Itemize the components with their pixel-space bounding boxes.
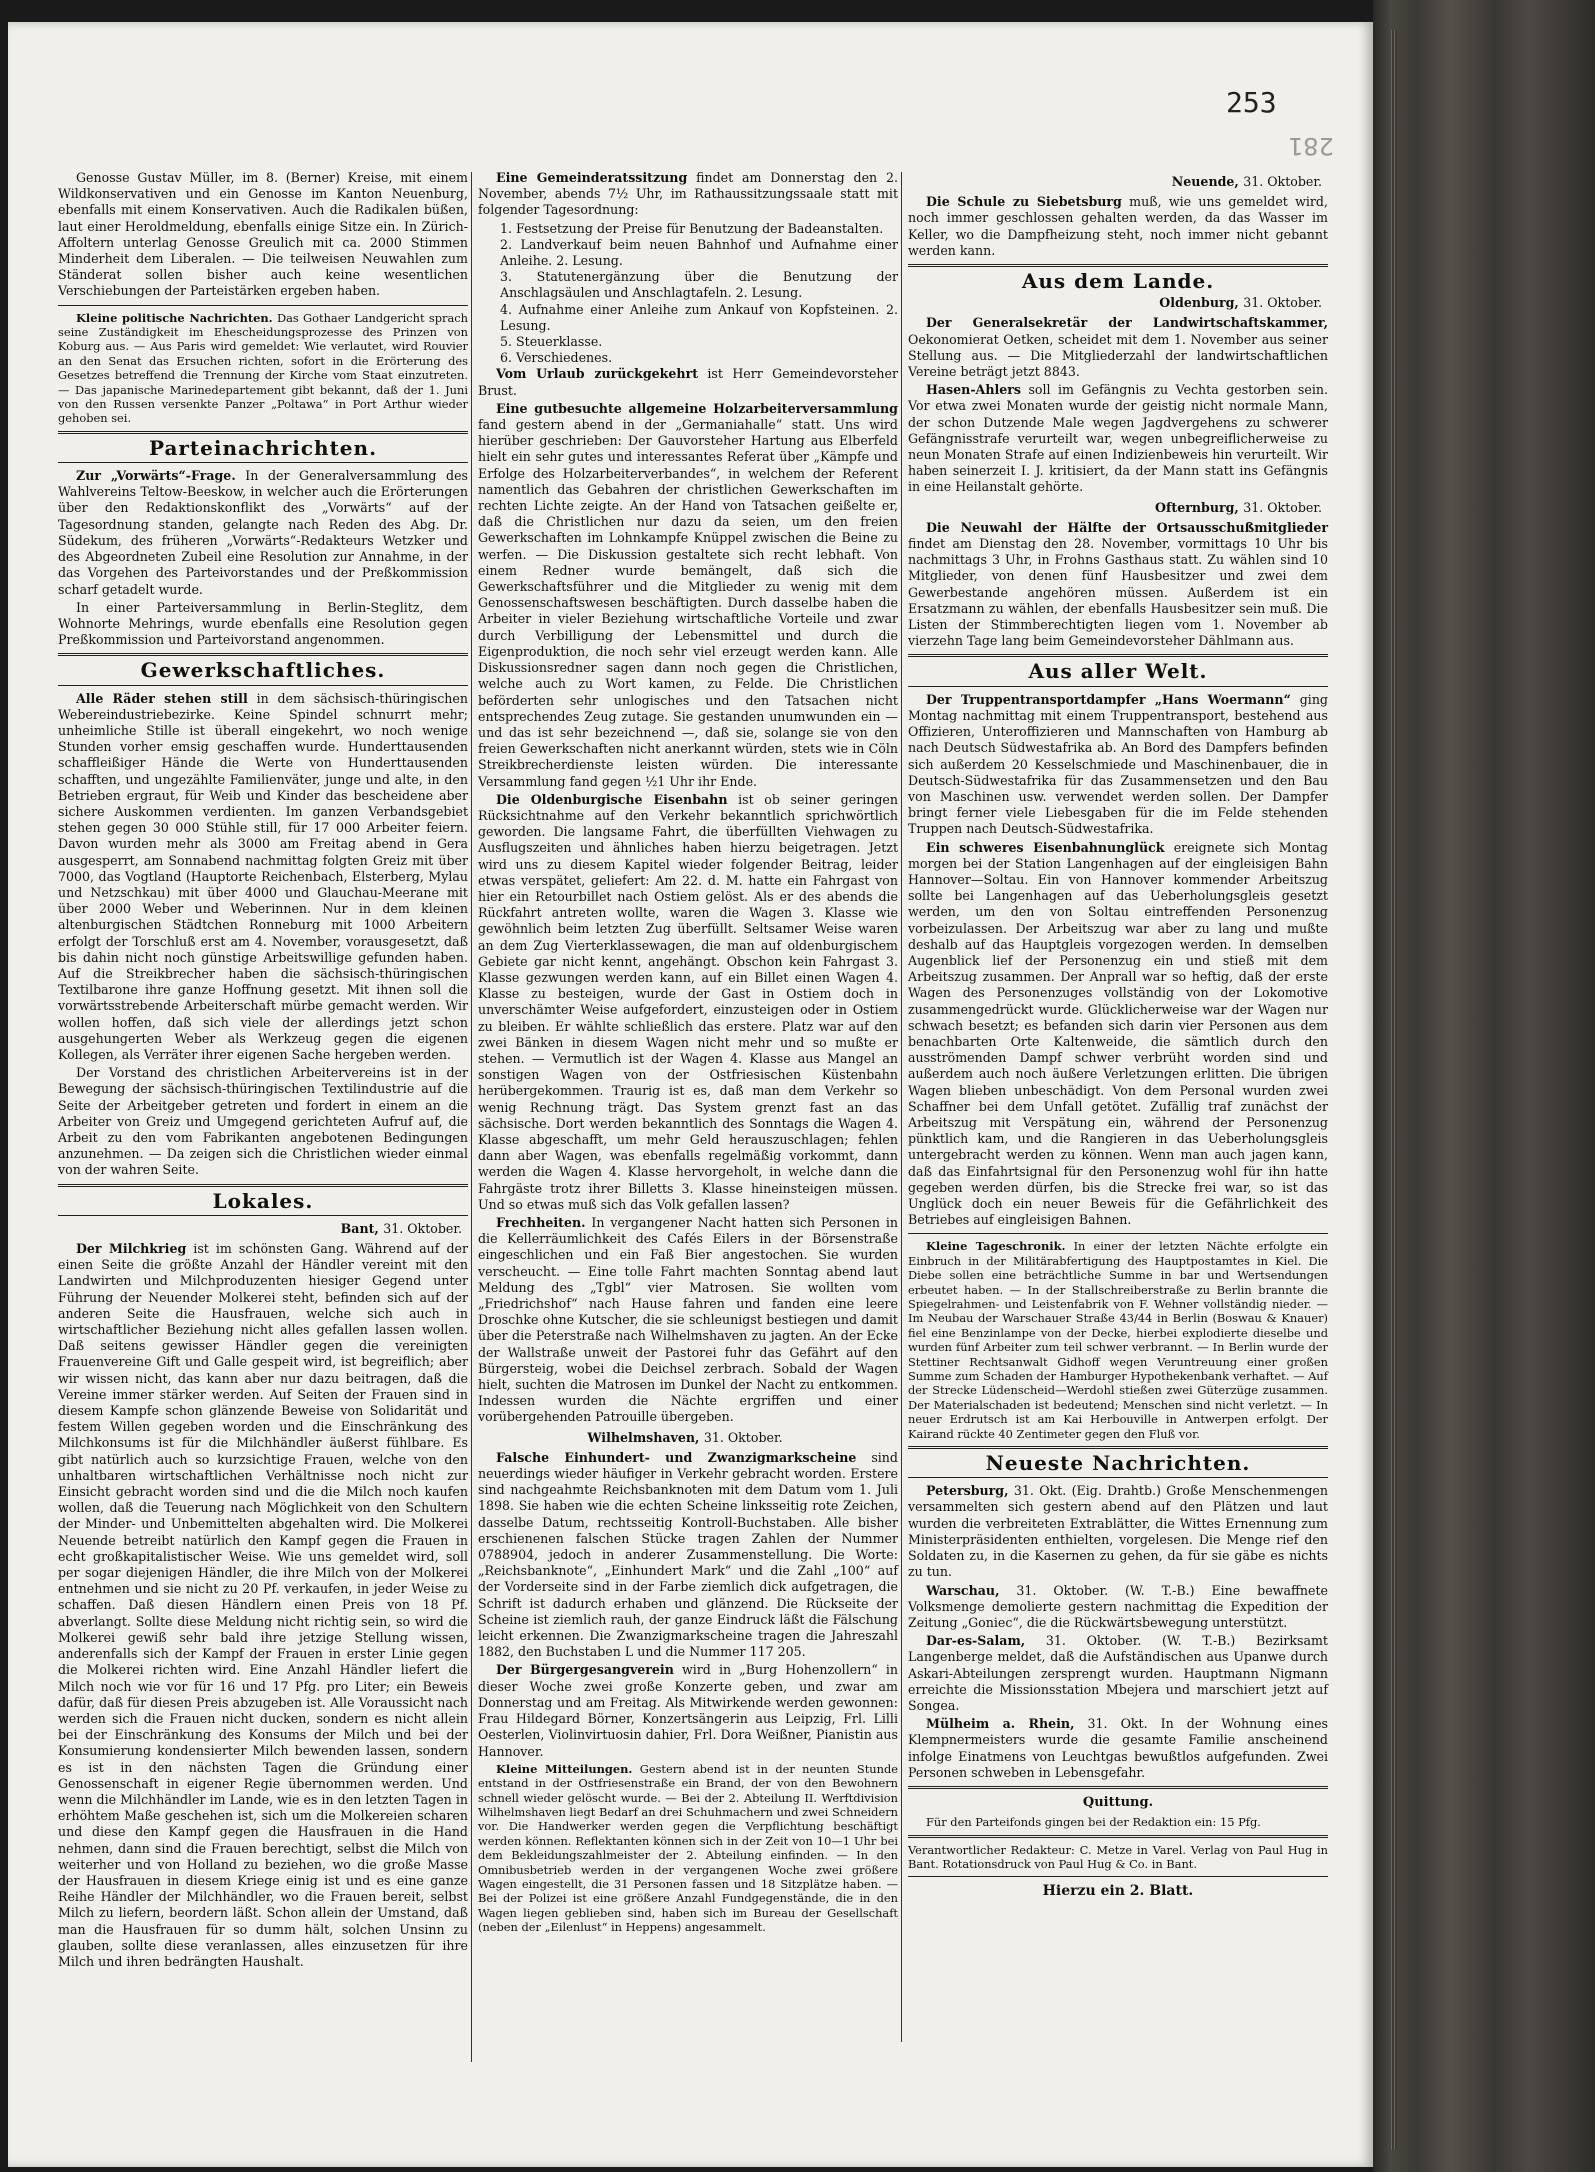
- divider: [908, 1446, 1328, 1449]
- agenda-item: 2. Landverkauf beim neuen Bahnhof und Aufnahme einer Anleihe. 2. Lesung.: [500, 236, 898, 269]
- item-lead: Eine Gemeinderatssitzung: [496, 170, 688, 185]
- item-lead: Alle Räder stehen still: [76, 690, 248, 706]
- divider: [58, 1215, 468, 1216]
- item-lead: Warschau,: [926, 1582, 1000, 1598]
- item-lead: Kleine Tageschronik.: [926, 1239, 1066, 1254]
- item-text: Gestern abend ist in der neunten Stunde entstand in der Ostfriesenstraße ein Brand, der von den Bewohnern schnell wieder gelöscht wurde. — Bei der 2. Abteilung II. Werftdivision Wilhelmshaven liegt Bedarf an drei Schuhmachern und zwei Schneidern vor. Die Handwerker werden gegen die Verpflichtung beschäftigt werden können. Reflektanten können sich in der Zeit von 10—1 Uhr bei dem Bekleidungszahlmeister der 2. Abteilung einfinden. — In den Omnibusbetrieb werden in der vergangenen Woche zwei größere Wagen eingestellt, die 31 Personen fassen und 18 Sitzplätze haben. — Bei der Polizei ist eine größere Anzahl Fundgegenstände, die in den Wagen liegen geblieben sind, haben sich im Bureau der Gesellschaft (neben der „Eilenlust“ in Heppens) angesammelt.: [478, 1761, 898, 1935]
- paragraph: [908, 520, 1328, 650]
- divider: [58, 305, 468, 306]
- dateline-place: Wilhelmshaven,: [587, 1429, 700, 1445]
- paragraph: Der Vorstand des christlichen Arbeitervereins ist in der Bewegung der sächsisch-thüringischen Textilindustrie auf die Seite der Arbeitgeber getreten und fordert in einem an die Arbeiter von Greiz und Umgegend gerichteten Aufruf auf, die Arbeit zu den vom Fabrikanten angebotenen Bedingungen anzunehmen. — Da zeigen sich die Christlichen wieder einmal von der wahren Seite.: [58, 1065, 468, 1178]
- paragraph: [478, 792, 898, 1213]
- section-heading: Aus aller Welt.: [1028, 659, 1208, 684]
- item-lead: Ein schweres Eisenbahnunglück: [926, 839, 1165, 855]
- divider: [58, 1184, 468, 1187]
- dateline: [478, 1430, 892, 1446]
- book-spine: [1373, 0, 1595, 2172]
- item-lead: Kleine Mitteilungen.: [496, 1761, 633, 1776]
- paragraph: [478, 1450, 898, 1661]
- item-lead: Die Oldenburgische Eisenbahn: [496, 791, 728, 807]
- paragraph: [478, 366, 898, 398]
- column-divider: [901, 172, 902, 2042]
- dateline: [908, 500, 1322, 516]
- section-heading: Aus dem Lande.: [1021, 269, 1215, 294]
- quittung-heading: Quittung.: [1082, 1794, 1154, 1810]
- agenda-item: 4. Aufnahme einer Anleihe zum Ankauf von Kopfsteinen. 2. Lesung.: [500, 301, 898, 333]
- item-lead: Der Generalsekretär der Landwirtschaftskammer,: [926, 315, 1328, 331]
- item-lead: Vom Urlaub zurückgekehrt: [496, 366, 699, 382]
- paragraph: [478, 401, 898, 790]
- column-divider: [471, 172, 472, 2062]
- imprint: Verantwortlicher Redakteur: C. Metze in Varel. Verlag von Paul Hug in Bant. Rotationsdruck von Paul Hug & Co. in Bant.: [908, 1842, 1328, 1871]
- paragraph: [478, 1662, 898, 1759]
- item-text: 31. Oktober. (W. T.-B.) Eine bewaffnete Volksmenge demolierte gestern nachmittag die Expedition der Zeitung „Goniec“, die die Rückwärtsbewegung unterstützt.: [908, 1582, 1328, 1630]
- item-text: findet am Donnerstag den 2. November, abends 7½ Uhr, im Rathaussitzungssaale statt mit folgender Tagesordnung:: [478, 170, 898, 218]
- divider: [58, 653, 468, 656]
- agenda-item: 1. Festsetzung der Preise für Benutzung der Badeanstalten.: [500, 220, 884, 236]
- item-lead: Der Bürgergesangverein: [496, 1662, 674, 1678]
- paragraph: [58, 468, 468, 598]
- item-text: ging Montag nachmittag mit einem Truppentransport, bestehend aus Offizieren, Unteroffizieren und Mannschaften von Hamburg ab nach Deutsch Südwestafrika ab. An Bord des Dampfers befinden sich außerdem 20 Kesselschmiede und Maschinenbauer, die in Deutsch-Südwestafrika für das Zusammensetzen und den Bau von Maschinen usw. verwendet werden sollen. Der Dampfer bringt ferner viele Liebesgaben für die im Felde stehenden Truppen nach Deutsch-Südwestafrika.: [908, 691, 1328, 837]
- paragraph: Genosse Gustav Müller, im 8. (Berner) Kreise, mit einem Wildkonservativen und ein Genosse im Kanton Neuenburg, ebenfalls mit einem Konservativen. Auch die Radikalen büßen, laut einer Heroldmeldung, ebenfalls einige Sitze ein. In Zürich-Affoltern unterlag Genosse Greulich mit ca. 2000 Stimmen Minderheit dem Liberalen. — Die teilweisen Neuwahlen zum Ständerat sollen bisher auch keine wesentlichen Verschiebungen der Parteistärken ergeben haben.: [58, 170, 468, 299]
- dateline-date: 31. Oktober.: [1243, 174, 1322, 189]
- item-lead: Der Milchkrieg: [76, 1241, 187, 1257]
- divider: [908, 686, 1328, 687]
- dateline-place: Bant,: [340, 1220, 379, 1236]
- quittung-text: Für den Parteifonds gingen bei der Redaktion ein: 15 Pfg.: [926, 1815, 1261, 1830]
- agenda-item: 5. Steuerklasse.: [500, 334, 603, 350]
- item-text: Oekonomierat Oetken, scheidet mit dem 1. November aus seiner Stellung aus. — Die Mitgliederzahl der landwirtschaftlichen Vereine beträgt jetzt 8843.: [908, 331, 1328, 380]
- item-text: soll im Gefängnis zu Vechta gestorben sein. Vor etwa zwei Monaten wurde der geistig nicht normale Mann, der schon Dutzende Male wegen Jagdvergehens zu schwerer Gefängnisstrafe verurteilt war, wegen unbegreiflicherweise zu neun Monaten Strafe auf einen Indizienbeweis hin verurteilt. Wir haben seinerzeit I. J. kritisiert, da der Mann statt ins Gefängnis in eine Heilanstalt gehörte.: [908, 382, 1328, 495]
- section-heading: Parteinachrichten.: [148, 435, 378, 460]
- newspaper-page: [8, 22, 1373, 2167]
- item-lead: Die Neuwahl der Hälfte der Ortsausschußmitglieder: [926, 519, 1328, 535]
- item-text: fand gestern abend in der „Germaniahalle“ statt. Uns wird hierüber geschrieben: Der Gauvorsteher Hartung aus Elberfeld hielt ein sehr gutes und interessantes Referat über „Kämpfe und Erfolge des Holzarbeiterverbandes“, in welchem der Referent namentlich das Gebahren der christlichen Gewerkschaften im rechten Lichte zeigte. An der Hand von Tatsachen geißelte er, daß die Christlichen nur dazu da seien, um den freien Gewerkschaften im Lohnkampfe Knüppel zwischen die Beine zu werfen. — Die Diskussion gestaltete sich recht lebhaft. Von einem Redner wurde bemängelt, daß sich die Gewerkschaftsführer und die Mitglieder zu wenig mit dem Genossenschaftswesen beschäftigten. Durch dasselbe haben die Arbeiter in vieler Beziehung wirtschaftliche Vorteile und zwar durch Verbilligung der Lebensmittel und durch die Eigenproduktion, die noch sehr viel erzeugt werden kann. Alle Diskussionsredner sagen dann noch gegen die Christlichen, welche auch zu Wort kamen, zu Felde. Die Christlichen beförderten sehr unlogisches und den Tatsachen nicht entsprechendes Zeug zutage. Sie gestanden unumwunden ein — und das ist sehr bezeichnend —, daß sie, solange sie von den freien Gewerkschaften nicht anerkannt würden, stets wie in Cöln Streikbrecherdienste leisten würden. Die interessante Versammlung fand gegen ½1 Uhr ihr Ende.: [478, 417, 898, 789]
- divider: [58, 431, 468, 434]
- agenda-list: [478, 221, 898, 367]
- item-lead: Frechheiten.: [496, 1215, 586, 1230]
- divider: [908, 1786, 1328, 1789]
- item-text: in dem sächsisch-thüringischen Webereindustriebezirke. Keine Spindel schnurrt mehr; unheimliche Stille ist überall eingekehrt, wo noch wenige Stunden vorher emsig geschaffen wurde. Hunderttausenden schaffleißiger Hände die Werte von Hunderttausenden schafften, und ungezählte Familienväter, junge und alte, in den Betrieben ergraut, für Weib und Kinder das bescheidene aber sichere Auskommen verdienten. Im ganzen Verbandsgebiet stehen gegen 30 000 Stühle still, für 17 000 Arbeiter feiern. Davon wurden mehr als 3000 am Freitag abend in Gera ausgesperrt, am Sonnabend nachmittag folgten Greiz mit über 7000, das Vogtland (Hauptorte Reichenbach, Elsterberg, Mylau und Netzschkau) mit über 4000 und Glauchau-Meerane mit über 2000 Weber und Weberinnen. Nur in dem kleinen altenburgischen Städtchen Ronneburg mit 1000 Arbeitern erfolgt der Torschluß erst am 4. November, vorausgesetzt, daß bis dahin nicht noch günstige Arbeitswillige gefunden haben. Auf die Streikbrecher haben die sächsisch-thüringischen Textilbarone ihre ganze Hoffnung gesetzt. Mit ihnen soll die vorwärtsstrebende Arbeiterschaft mürbe gemacht werden. Wir wollen hoffen, daß sich viele der allerdings jetzt schon ausgehungerten Weber als Werkzeug gegen die eigenen Kollegen, als Verräter ihrer eigenen Sache hergeben werden.: [58, 690, 468, 1062]
- dateline-date: 31. Oktober.: [1243, 295, 1322, 311]
- paragraph: [908, 840, 1328, 1229]
- paragraph: [58, 311, 468, 426]
- item-text: 31. Okt. (Eig. Drahtb.) Große Menschenmengen versammelten sich gestern abend auf den Plätzen und laut wurden die verbreiteten Extrablätter, die Wittes Ernennung zum Ministerpräsidenten enthielten, vorgelesen. Die Menge rief den Soldaten zu, in die Kasernen zu gehen, da für sie gäbe es nichts zu tun.: [908, 1483, 1328, 1580]
- paragraph: [908, 1583, 1328, 1632]
- page-edges: [1391, 30, 1397, 2150]
- item-text: 31. Okt. In der Wohnung eines Klempnermeisters wurde die gesamte Familie anscheinend infolge Einatmens von Leuchtgas bewußtlos aufgefunden. Zwei Personen schweben in Lebensgefahr.: [908, 1716, 1328, 1780]
- dateline-date: 31. Oktober.: [1243, 499, 1322, 515]
- paragraph: [478, 1215, 898, 1426]
- item-text: In vergangener Nacht hatten sich Personen in die Kellerräumlichkeit des Cafés Eilers in der Börsenstraße eingeschlichen und ein Faß Bier angestochen. Sie wurden verscheucht. — Eine tolle Fahrt machten Sonntag abend laut Meldung des „Tgbl“ vier Matrosen. Sie wollten vom „Friedrichshof“ nach Hause fahren und fanden eine leere Droschke ohne Kutscher, die sie schleunigst bestiegen und damit über die Peterstraße nach Wilhelmshaven zu jagten. An der Ecke der Wallstraße unweit der Pastorei fuhr das Gefährt auf den Bürgersteig, wobei die Deichsel zerbrach. Sobald der Wagen hielt, suchten die Matrosen im Dunkel der Nacht zu entkommen. Indessen wurden die Nächte ergriffen und einer vorübergehenden Patrouille übergeben.: [478, 1215, 898, 1425]
- dateline: [908, 295, 1322, 311]
- paragraph: [908, 382, 1328, 495]
- agenda-item: 6. Verschiedenes.: [500, 350, 613, 366]
- divider: [908, 264, 1328, 267]
- item-text: ist Herr Gemeindevorsteher Brust.: [478, 366, 899, 398]
- paragraph: [478, 1762, 898, 1935]
- section-heading: Lokales.: [212, 1188, 314, 1213]
- item-text: In einer der letzten Nächte erfolgte ein Einbruch in der Militärabfertigung des Hauptpostamtes in Kiel. Die Diebe sollen eine beträchtliche Summe in bar und Wertsendungen erbeutet haben. — In der Stallschreiberstraße zu Berlin brannte die Spiegelrahmen- und Leistenfabrik von F. Wehner vollständig nieder. — Im Neubau der Warschauer Straße 43/44 in Berlin (Boswau & Knauer) fiel eine Benzinlampe von der Decke, hierbei explodierte dieselbe und wurden fünf Arbeiter zum teil schwer verbrannt. — In Berlin wurde der Stettiner Rechtsanwalt Gidhoff wegen Veruntreuung einer großen Summe zum Schaden der Hamburger Hypothekenbank verhaftet. — Auf der Strecke Lüdenscheid—Werdohl stießen zwei Güterzüge zusammen. Der Materialschaden ist bedeutend; Menschen sind nicht verletzt. — In neuer Erdrutsch ist am Kai Herbouville in Antwerpen erfolgt. Der Kairand rückte 40 Zentimeter gegen den Fluß vor.: [908, 1239, 1329, 1441]
- item-text: ist im schönsten Gang. Während auf der einen Seite die größte Anzahl der Händler vereint mit den Landwirten und Milchproduzenten hiesiger Gegend unter Führung der Neuender Molkerei steht, befinden sich auf der anderen Seite die Hausfrauen, welche sich auch in wirtschaftlicher Beziehung nicht alles gefallen lassen wollen. Daß seitens gewisser Händler gegen die vereinigten Frauenvereine Gift und Galle gespeit wird, ist begreiflich; aber wir wissen nicht, das kann aber nur dazu beitragen, daß die Vereine immer stärker werden. Auf Seiten der Frauen sind in diesem Kampfe schon glänzende Beweise von Solidarität und festem Willen gegeben worden und die Einschränkung des Milchkonsums ist für die Milchhändler äußerst fühlbare. Es gibt natürlich auch so kurzsichtige Frauen, welche von den unhaltbaren wirtschaftlichen Verhältnisse noch nicht zur Einsicht gebracht worden sind und die die Milch noch kaufen wollen, daß die Teuerung nach Möglichkeit von den Schultern der Minder- und Unbemittelten abgehalten wird. Die Molkerei Neuende betreibt natürlich den Kampf gegen die Frauen in echt großkapitalistischer Weise. Wie uns gemeldet wird, soll per sogar diejenigen Händler, die ihre Milch von der Molkerei entnehmen und sie nicht zu 20 Pf. verkaufen, in jeder Weise zu schaffen. Daß diesen Händlern einen Preis von 18 Pf. abverlangt. Sollte diese Meldung nicht richtig sein, so wird die Molkerei gewiß sehr bald ihre jetzige Stellung wissen, anderenfalls sich der Kampf der Frauen in erster Linie gegen die Molkerei richten wird. Eine Anzahl Händler liefert die Milch noch wie vor für 16 und 17 Pfg. pro Liter; ein Beweis dafür, daß für diesen Preis abzugeben ist. Alle Voraussicht nach werden sich die Frauen nicht ducken, sondern es nicht allein bei der Einschränkung des Konsums der Milch und bei der Konsumierung kondensierter Milch bewenden lassen, sondern es ist in den nächsten Tagen die Gründung einer Genossenschaft in eigener Regie übernommen werden. Und wenn die Milchhändler im Lande, wie es in den letzten Tagen in erhöhtem Maße geschehen ist, sich um die Molkereien scharen und diese den Kampf gegen die Hausfrauen in die Hand nehmen, dann sind die Frauen berechtigt, selbst die Milch von weiterher und von Holland zu beziehen, wo die große Masse der Hausfrauen in diesem Kriege einig ist und es eine ganze Reihe Händler der Milchhändler, wo die Frauen bereit, selbst Milch zu liefern, beordern läßt. Schon allein der Umstand, daß man die Hausfrauen für so dumm hält, solchen Unsinn zu glauben, sollte diese veranlassen, alles einzusetzen für ihre Milch und ihren bedrängten Haushalt.: [58, 1241, 469, 1969]
- divider: [58, 685, 468, 686]
- paragraph: [58, 691, 468, 1064]
- column-1: [58, 170, 468, 1972]
- divider: [908, 1477, 1328, 1478]
- item-lead: Kleine politische Nachrichten.: [76, 310, 273, 325]
- paragraph: [908, 194, 1328, 259]
- divider: [58, 462, 468, 463]
- paragraph: In einer Parteiversammlung in Berlin-Steglitz, dem Wohnorte Mehrings, wurde ebenfalls eine Resolution gegen Preßkommission und Parteivorstand angenommen.: [58, 599, 468, 648]
- item-lead: Falsche Einhundert- und Zwanzigmarkscheine: [496, 1449, 857, 1465]
- dateline-place: Ofternburg,: [1155, 499, 1239, 515]
- page-number: 253: [1226, 86, 1277, 119]
- paragraph: [58, 1241, 468, 1970]
- paragraph: [908, 1483, 1328, 1580]
- dateline: [58, 1221, 462, 1237]
- paragraph: [908, 1239, 1328, 1441]
- column-3: [908, 170, 1328, 1900]
- item-lead: Zur „Vorwärts“-Frage.: [76, 468, 236, 484]
- dateline: [908, 174, 1322, 190]
- item-lead: Die Schule zu Siebetsburg: [926, 194, 1122, 210]
- divider: [908, 654, 1328, 657]
- dateline-date: 31. Oktober.: [383, 1220, 462, 1236]
- dateline-place: Oldenburg,: [1159, 295, 1239, 311]
- item-text: sind neuerdings wieder häufiger in Verkehr gebracht worden. Erstere sind nachgeahmte Reichsbanknoten mit dem Datum vom 1. Juli 1898. Sie haben wie die echten Scheine linksseitig rote Zeichen, dasselbe Datum, rechtsseitig Kontroll-Buchstaben. Alle bisher erschienenen falschen Stücke tragen Zahlen der Nummer 0788904, jedoch in anderer Zusammenstellung. Die Worte: „Reichsbanknote“, „Einhundert Mark“ und die Zahl „100“ auf der Vorderseite sind in der Farbe ziemlich dick aufgetragen, die Schrift ist dadurch erhaben und glänzend. Die Rückseite der Scheine ist ziemlich rauh, der ganze Eindruck läßt die Fälschung leicht erkennen. Die Zwanzigmarkscheine tragen die Jahreszahl 1882, den Buchstaben L und die Nummer 117 205.: [478, 1449, 898, 1660]
- agenda-item: 3. Statutenergänzung über die Benutzung der Anschlagsäulen und Anschlagtafeln. 2. Lesung.: [500, 269, 898, 301]
- divider: [908, 1835, 1328, 1838]
- item-text: muß, wie uns gemeldet wird, noch immer geschlossen gehalten werden, da das Wasser im Keller, wo die Dampfheizung steht, noch immer nicht gebannt werden kann.: [908, 194, 1328, 258]
- divider: [908, 1876, 1328, 1877]
- item-lead: Dar-es-Salam,: [926, 1633, 1026, 1649]
- paragraph: [908, 315, 1328, 380]
- item-lead: Petersburg,: [926, 1483, 1009, 1499]
- item-lead: Der Truppentransportdampfer „Hans Woermann“: [926, 691, 1291, 707]
- dateline-place: Neuende,: [1171, 174, 1239, 189]
- paragraph: [908, 1716, 1328, 1781]
- paragraph: [478, 170, 898, 219]
- page-number-stamp: 281: [1288, 132, 1334, 160]
- item-text: Das Gothaer Landgericht sprach seine Zuständigkeit im Ehescheidungsprozesse des Prinzen von Koburg aus. — Aus Paris wird gemeldet: Wie verlautet, wird Rouvier an den Senat das Ersuchen richten, sofort in die Erörterung des Gesetzes betreffend die Trennung der Kirche vom Staat einzutreten. — Das japanische Marinedepartement gibt bekannt, daß der 1. Juni von den Russen versenkte Panzer „Poltawa“ in Port Arthur wieder gehoben sei.: [58, 310, 468, 426]
- paragraph: [908, 692, 1328, 838]
- column-2: [478, 170, 898, 1937]
- item-text: ist ob seiner geringen Rücksichtnahme auf den Verkehr bekanntlich sprichwörtlich geworden. Die langsame Fahrt, die überfüllten Viehwagen zu Ausflugszeiten und ähnliches haben hierzu beigetragen. Jetzt wird uns zu diesem Kapitel wieder folgender Beitrag, leider etwas verspätet, geliefert: Am 22. d. M. hatte ein Fahrgast von hier ein Retourbillet nach Ostiem gelöst. Als er des abends die Rückfahrt antreten wollte, waren die Wagen 3. Klasse wie gewöhnlich beim letzten Zug überfüllt. Seltsamer Weise waren an dem Zug Vierterklassewagen, die man auf oldenburgischem Gebiete gar nicht kennt, angehängt. Obschon kein Fahrgast 3. Klasse gezwungen werden kann, auf ein Billet einen Wagen 4. Klasse zu besteigen, wurde der Gast in Ostiem doch in unverschämter Weise aufgefordert, einzusteigen oder in Ostiem zu bleiben. Er wählte schließlich das erstere. Platz war auf den zwei Bänken in diesem Wagen nicht mehr und so mußte er stehen. — Vermutlich ist der Wagen 4. Klasse aus Mangel an sonstigen Wagen von der Ostfriesischen Küstenbahn herübergekommen. Traurig ist es, daß man dem Verkehr so wenig Rechnung trägt. Das System grenzt fast an das sächsische. Dort werden bekanntlich des Sonntags die Wagen 4. Klasse abgeschafft, um mehr Geld herauszuschlagen; fehlen dann aber Wagen, was ebenfalls regelmäßig vorkommt, dann werden die Wagen 4. Klasse hervorgeholt, in welche dann die Fahrgäste trotz ihrer Billetts 3. Klasse hineinsteigen müssen. Und so etwas muß sich das Volk gefallen lassen?: [478, 791, 898, 1212]
- dateline-date: 31. Oktober.: [703, 1429, 783, 1445]
- item-text: In der Generalversammlung des Wahlvereins Teltow-Beeskow, in welcher auch die Erörterungen über den Redaktionskonflikt des „Vorwärts“ auf der Tagesordnung standen, gelangte nach Reden des Abg. Dr. Südekum, des früheren „Vorwärts“-Redakteurs Wetzker und des Abgeordneten Zubeil eine Resolution zur Annahme, in der das Vorgehen des Parteivorstandes und der Preßkommission scharf getadelt wurde.: [58, 468, 468, 597]
- item-text: wird in „Burg Hohenzollern“ in dieser Woche zwei große Konzerte geben, und zwar am Donnerstag und am Freitag. Als Mitwirkende werden gewonnen: Frau Hildegard Börner, Konzertsängerin aus Leipzig, Frl. Lilli Oesterlen, Violinvirtuosin dahier, Frl. Dora Weißner, Pianistin aus Hannover.: [478, 1662, 898, 1759]
- item-text: findet am Dienstag den 28. November, vormittags 10 Uhr bis nachmittags 3 Uhr, in Frohns Gasthaus statt. Zu wählen sind 10 Mitglieder, von denen fünf Hausbesitzer und zwei dem Gewerbestande angehören müssen. Außerdem ist ein Ersatzmann zu wählen, der ebenfalls Hausbesitzer sein muß. Die Listen der Stimmberechtigten liegen vom 1. November ab vierzehn Tage lang beim Gemeindevorsteher Dählmann aus.: [908, 536, 1328, 649]
- supplement-note: Hierzu ein 2. Blatt.: [1042, 1883, 1194, 1900]
- item-lead: Mülheim a. Rhein,: [926, 1716, 1075, 1732]
- paragraph: [908, 1633, 1328, 1714]
- section-heading: Gewerkschaftliches.: [140, 658, 386, 683]
- item-lead: Hasen-Ahlers: [926, 382, 1021, 398]
- item-text: 31. Oktober. (W. T.-B.) Bezirksamt Langenberge meldet, daß die Aufständischen aus Upanwe durch Askari-Abteilungen zersprengt wurden. Hauptmann Nigmann erreichte die Missionsstation Mbejera und marschiert jetzt auf Songea.: [908, 1633, 1328, 1713]
- divider: [908, 1233, 1328, 1234]
- item-text: ereignete sich Montag morgen bei der Station Langenhagen auf der eingleisigen Bahn Hannover—Soltau. Ein von Hannover kommender Arbeitszug sollte bei Langenhagen auf das Ueberholungsgleis gesetzt werden, um den von Soltau eintreffenden Personenzug vorbeizulassen. Der Arbeitszug war aber zu lang und mußte deshalb auf das Hauptgleis vorgezogen werden. In demselben Augenblick lief der Personenzug ein und stieß mit dem Arbeitszug zusammen. Der Anprall war so heftig, daß der erste Wagen des Personenzuges vollständig von der Lokomotive zusammengedrückt wurde. Glücklicherweise war der Wagen nur schwach besetzt; es befanden sich darin vier Personen aus dem benachbarten Orte Kaltenweide, die sämtlich durch den ausströmenden Dampf schwer verbrüht worden sind und außerdem auch noch äußere Verletzungen erlitten. Die übrigen Wagen blieben unbeschädigt. Von dem Personal wurden zwei Schaffner bei dem Unfall getötet. Zufällig traf zunächst der Arbeitszug mit Verspätung ein, während der Personenzug pünktlich kam, und die Rangieren in das Ueberholungsgleis untergebracht werden zu können. Wenn man auch jagen kann, daß das Einfahrtsignal für den Personenzug wohl für ihn hatte gegeben werden dürfen, bis die Strecke frei war, so ist das Unglück doch ein neuer Beweis für die Gefährlichkeit des Betriebes auf eingleisigen Bahnen.: [908, 839, 1328, 1228]
- item-lead: Eine gutbesuchte allgemeine Holzarbeiterversammlung: [496, 400, 898, 416]
- section-heading: Neueste Nachrichten.: [985, 1451, 1251, 1476]
